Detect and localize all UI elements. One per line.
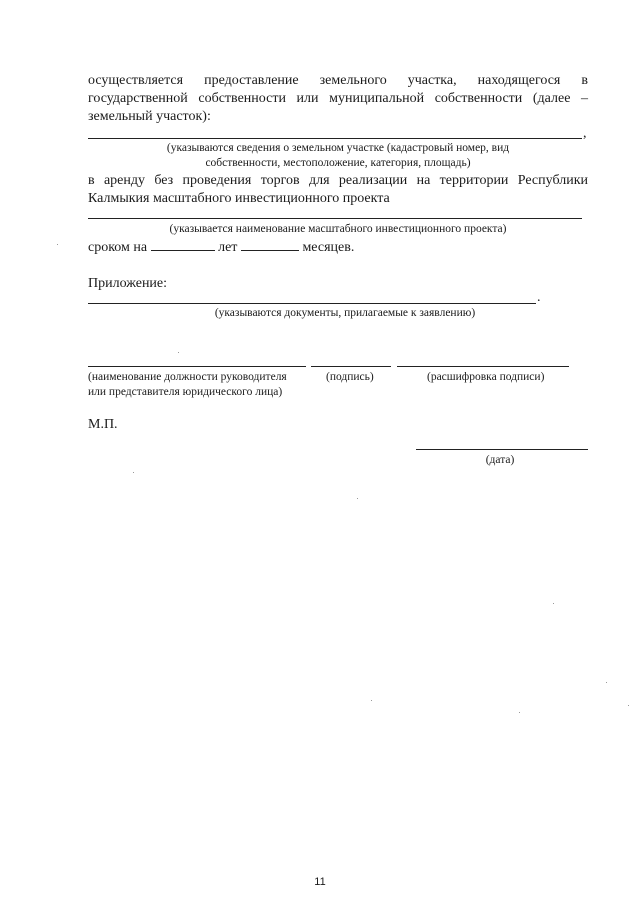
scan-speck — [553, 603, 554, 604]
parcel-hint-line-1: (указываются сведения о земельном участке (кадастровый номер, вид — [166, 142, 510, 154]
scan-speck — [57, 244, 58, 245]
project-hint: (указывается наименование масштабного инвестиционного проекта) — [169, 223, 507, 235]
scan-speck — [178, 352, 179, 353]
project-name-field[interactable] — [88, 218, 582, 219]
position-hint-line-1: (наименование должности руководителя — [88, 371, 287, 383]
scan-speck — [519, 712, 520, 713]
appendix-label: Приложение: — [88, 276, 168, 291]
signature-field[interactable] — [311, 366, 391, 367]
stamp-label: М.П. — [88, 417, 118, 432]
lease-line-1: в аренду без проведения торгов для реализации на территории Республики — [88, 173, 588, 188]
appendix-hint: (указываются документы, прилагаемые к заявлению) — [214, 307, 476, 319]
date-hint: (дата) — [485, 454, 515, 466]
intro-line-1: осуществляется предоставление земельного участка, находящегося в — [88, 73, 588, 88]
signature-decode-hint: (расшифровка подписи) — [427, 371, 545, 383]
scan-speck — [357, 498, 358, 499]
months-field[interactable] — [241, 238, 299, 251]
parcel-info-field[interactable] — [88, 138, 582, 139]
years-field[interactable] — [151, 238, 215, 251]
lease-line-2: Калмыкия масштабного инвестиционного проекта — [88, 191, 390, 206]
position-field[interactable] — [88, 366, 306, 367]
parcel-hint-line-2: собственности, местоположение, категория, площадь) — [205, 157, 471, 169]
date-field[interactable] — [416, 449, 588, 450]
scan-speck — [628, 705, 629, 706]
intro-line-2: государственной собственности или муниципальной собственности (далее – — [88, 91, 588, 106]
comma-mark: , — [583, 126, 587, 141]
scan-speck — [606, 682, 607, 683]
intro-line-3: земельный участок): — [88, 109, 211, 124]
term-line — [88, 238, 354, 257]
signature-decode-field[interactable] — [397, 366, 569, 367]
scan-speck — [133, 472, 134, 473]
term-months-label: месяцев. — [302, 240, 355, 255]
page-number: 11 — [314, 876, 326, 888]
scan-speck — [371, 700, 372, 701]
appendix-field[interactable] — [88, 303, 536, 304]
position-hint-line-2: или представителя юридического лица) — [88, 386, 283, 398]
term-years-label: лет — [218, 240, 238, 255]
signature-hint: (подпись) — [326, 371, 374, 383]
period-mark: . — [537, 290, 541, 305]
term-prefix: сроком на — [88, 240, 148, 255]
